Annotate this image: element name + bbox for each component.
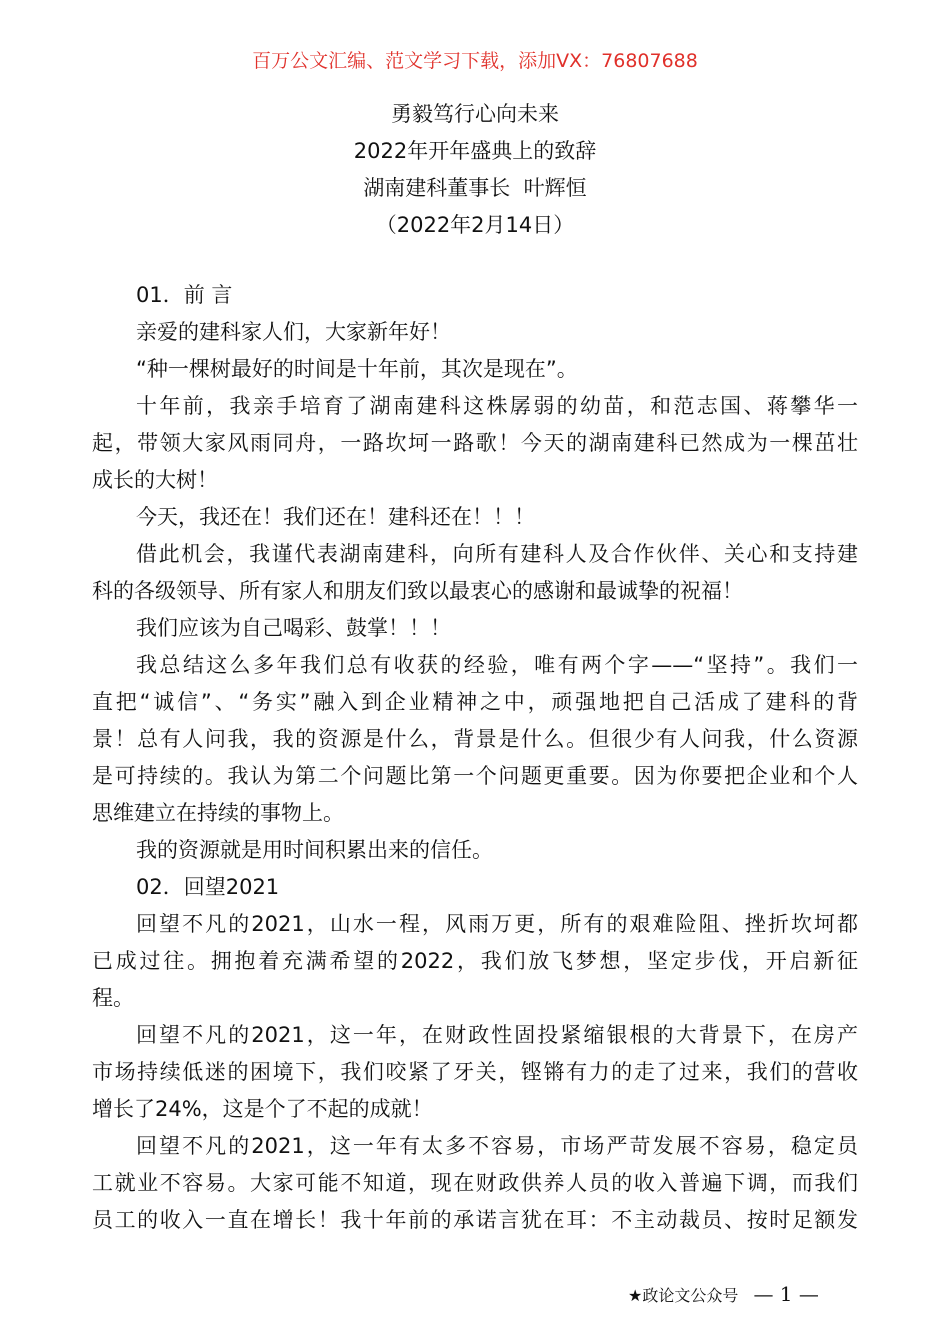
text-line: 直把“诚信”、“务实”融入到企业精神之中，顽强地把自己活成了建科的背 — [92, 690, 858, 714]
text-line: “种一棵树最好的时间是十年前，其次是现在”。 — [136, 357, 578, 381]
text-line: 程。 — [92, 986, 134, 1010]
footer-source: ★政论文公众号 — [628, 1286, 739, 1305]
text-line: 增长了24%，这是个了不起的成就！ — [92, 1097, 433, 1121]
text-line: 我总结这么多年我们总有收获的经验，唯有两个字——“坚持”。我们一 — [136, 653, 858, 677]
text-line: 今天，我还在！我们还在！建科还在！！！ — [136, 505, 535, 529]
text-line: 01．前 言 — [136, 283, 233, 307]
text-line: 科的各级领导、所有家人和朋友们致以最衷心的感谢和最诚挚的祝福！ — [92, 579, 743, 603]
page-number: — 1 — — [753, 1282, 819, 1306]
date-line: （2022年2月14日） — [375, 213, 575, 237]
text-line: 成长的大树！ — [92, 468, 218, 492]
text-line: 回望不凡的2021，这一年有太多不容易，市场严苛发展不容易，稳定员 — [136, 1134, 858, 1158]
text-line: 工就业不容易。大家可能不知道，现在财政供养人员的收入普遍下调，而我们 — [92, 1171, 858, 1195]
text-line: 景！总有人问我，我的资源是什么，背景是什么。但很少有人问我，什么资源 — [92, 727, 858, 751]
text-line: 十年前，我亲手培育了湖南建科这株孱弱的幼苗，和范志国、蒋攀华一 — [136, 394, 858, 418]
text-line: 是可持续的。我认为第二个问题比第一个问题更重要。因为你要把企业和个人 — [92, 764, 858, 788]
text-line: 回望不凡的2021，山水一程，风雨万更，所有的艰难险阻、挫折坎坷都 — [136, 912, 858, 936]
text-line: 我的资源就是用时间积累出来的信任。 — [136, 838, 493, 862]
title-line: 2022年开年盛典上的致辞 — [353, 139, 597, 163]
title-line: 勇毅笃行心向未来 — [391, 102, 559, 126]
text-line: 起，带领大家风雨同舟，一路坎坷一路歌！今天的湖南建科已然成为一棵茁壮 — [92, 431, 858, 455]
text-line: 02．回望2021 — [136, 875, 280, 899]
text-line: 已成过往。拥抱着充满希望的2022，我们放飞梦想，坚定步伐，开启新征 — [92, 949, 858, 973]
text-line: 回望不凡的2021，这一年，在财政性固投紧缩银根的大背景下，在房产 — [136, 1023, 858, 1047]
document-title-block — [0, 96, 950, 244]
text-line: 员工的收入一直在增长！我十年前的承诺言犹在耳：不主动裁员、按时足额发 — [92, 1208, 858, 1232]
watermark-banner: 百万公文汇编、范文学习下载，添加VX：76807688 — [252, 50, 698, 72]
text-line: 市场持续低迷的困境下，我们咬紧了牙关，铿锵有力的走了过来，我们的营收 — [92, 1060, 858, 1084]
text-line: 借此机会，我谨代表湖南建科，向所有建科人及合作伙伴、关心和支持建 — [136, 542, 858, 566]
author-line: 湖南建科董事长 叶辉恒 — [363, 176, 587, 200]
text-line: 我们应该为自己喝彩、鼓掌！！！ — [136, 616, 451, 640]
text-line: 思维建立在持续的事物上。 — [92, 801, 344, 825]
page-footer — [628, 1282, 819, 1306]
document-body — [92, 277, 858, 1239]
text-line: 亲爱的建科家人们，大家新年好！ — [136, 320, 451, 344]
